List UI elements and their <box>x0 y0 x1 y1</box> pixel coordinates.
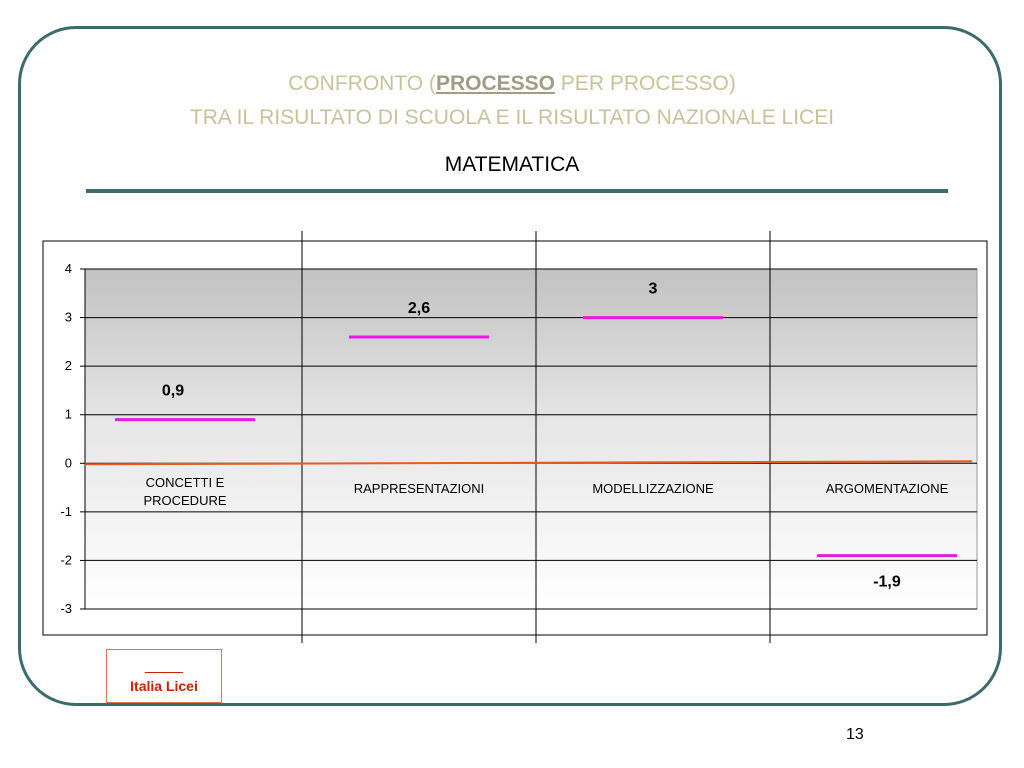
data-label: 2,6 <box>407 300 431 317</box>
data-label: 3 <box>648 280 658 298</box>
category-label: PROCEDURE <box>143 493 227 508</box>
y-tick-label: -3 <box>60 601 72 616</box>
title-line-1: CONFRONTO (PROCESSO PER PROCESSO) <box>288 72 736 95</box>
plot-area <box>85 269 977 609</box>
y-tick-label: 3 <box>64 309 72 325</box>
category-label: CONCETTI E <box>145 475 225 490</box>
data-label: 0,9 <box>161 382 185 400</box>
y-tick-label: 2 <box>64 358 72 374</box>
page-number: 13 <box>846 726 864 743</box>
data-label: -1,9 <box>873 573 901 591</box>
legend-swatch <box>145 672 183 673</box>
category-label: RAPPRESENTAZIONI <box>353 481 485 496</box>
title-line-2: TRA IL RISULTATO DI SCUOLA E IL RISULTATO NAZIONALE LICEI <box>189 106 835 129</box>
category-label: ARGOMENTAZIONE <box>825 481 949 496</box>
y-tick-label: 0 <box>64 455 72 471</box>
processo-link[interactable]: PROCESSO <box>435 72 555 95</box>
legend <box>106 649 222 703</box>
subject-title: MATEMATICA <box>444 153 580 176</box>
y-tick-label: -2 <box>60 552 72 568</box>
category-label: MODELLIZZAZIONE <box>592 481 714 496</box>
y-tick-label: 1 <box>64 406 72 422</box>
y-tick-label: -1 <box>60 503 72 519</box>
legend-label: Italia Licei <box>130 678 198 694</box>
y-tick-label: 4 <box>64 261 72 276</box>
